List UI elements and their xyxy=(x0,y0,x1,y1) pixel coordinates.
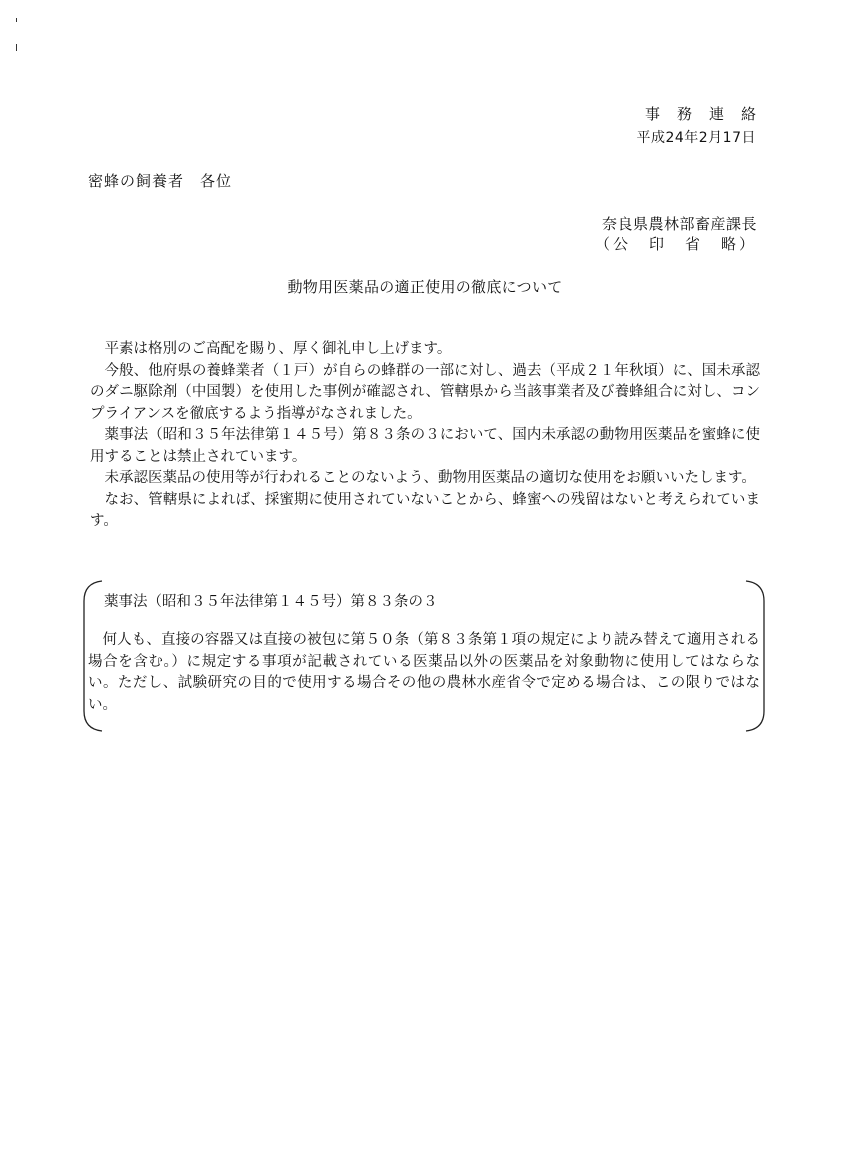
law-text: 何人も、直接の容器又は直接の被包に第５０条（第８３条第１項の規定により読み替えて適用される場合を含む。）に規定する事項が記載されている医薬品以外の医薬品を対象動物に使用してはならない。ただし、試験研究の目的で使用する場合その他の農林水産省令で定める場合は、この限りではない。 xyxy=(88,632,760,713)
seal-omitted-note: （公 印 省 略） xyxy=(594,235,757,253)
subject-title: 動物用医薬品の適正使用の徹底について xyxy=(287,278,563,296)
body-paragraph: 今般、他府県の養蜂業者（１戸）が自らの蜂群の一部に対し、過去（平成２１年秋頃）に、国未承認のダニ駆除剤（中国製）を使用した事例が確認され、管轄県から当該事業者及び養蜂組合に対し、コンプライアンスを徹底するよう指導がなされました。 xyxy=(90,362,760,422)
body-text xyxy=(90,339,760,533)
body-paragraph: 薬事法（昭和３５年法律第１４５号）第８３条の３において、国内未承認の動物用医薬品を蜜蜂に使用することは禁止されています。 xyxy=(90,427,760,465)
document-date: 平成24年2月17日 xyxy=(636,130,756,146)
law-title: 薬事法（昭和３５年法律第１４５号）第８３条の３ xyxy=(104,594,438,610)
body-paragraph: なお、管轄県によれば、採蜜期に使用されていないことから、蜂蜜への残留はないと考えられています。 xyxy=(90,491,760,529)
body-paragraph: 未承認医薬品の使用等が行われることのないよう、動物用医薬品の適切な使用をお願いいたします。 xyxy=(104,470,756,486)
notice-type: 事務連絡 xyxy=(644,105,773,123)
scan-mark xyxy=(16,18,17,22)
addressee: 密蜂の飼養者 各位 xyxy=(88,172,233,190)
scan-mark xyxy=(16,44,17,51)
sender: 奈良県農林部畜産課長 xyxy=(601,215,757,233)
body-paragraph: 平素は格別のご高配を賜り、厚く御礼申し上げます。 xyxy=(104,341,452,357)
